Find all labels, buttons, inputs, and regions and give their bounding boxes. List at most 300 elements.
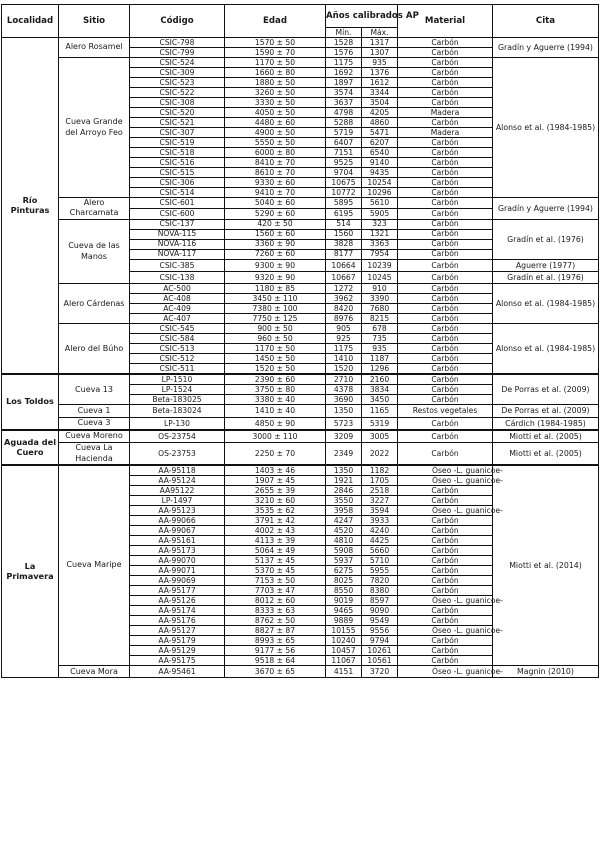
- max-cell: 323: [362, 219, 398, 229]
- site-cell: Cueva 3: [59, 417, 130, 430]
- material-cell: Restos vegetales: [398, 405, 493, 417]
- age-cell: 5290 ± 60: [225, 208, 326, 219]
- code-cell: LP-1510: [130, 374, 225, 385]
- min-cell: 1560: [326, 229, 362, 239]
- table-row: [2, 38, 599, 48]
- code-cell: CSIC-515: [130, 168, 225, 178]
- max-cell: 10561: [362, 656, 398, 666]
- min-cell: 10664: [326, 259, 362, 271]
- table-body: [2, 38, 599, 678]
- citation-cell: Gradín et al. (1976): [493, 272, 599, 284]
- age-cell: 9320 ± 90: [225, 272, 326, 284]
- material-cell: Carbón: [398, 314, 493, 324]
- material-cell: Carbón: [398, 364, 493, 375]
- min-cell: 8420: [326, 304, 362, 314]
- max-cell: 2022: [362, 443, 398, 465]
- max-cell: 4860: [362, 118, 398, 128]
- material-cell: Óseo -L. guanicoe-: [398, 666, 493, 678]
- min-cell: 8550: [326, 586, 362, 596]
- age-cell: 3360 ± 90: [225, 239, 326, 249]
- age-cell: 3380 ± 40: [225, 395, 326, 405]
- max-cell: 7680: [362, 304, 398, 314]
- code-cell: CSIC-522: [130, 88, 225, 98]
- material-cell: Carbón: [398, 148, 493, 158]
- code-cell: AA-95174: [130, 606, 225, 616]
- code-cell: AA-95175: [130, 656, 225, 666]
- max-cell: 3594: [362, 506, 398, 516]
- header-max: Máx.: [362, 28, 398, 38]
- material-cell: Óseo -L. guanicoe-: [398, 476, 493, 486]
- min-cell: 9525: [326, 158, 362, 168]
- header-material: Material: [398, 5, 493, 38]
- age-cell: 2390 ± 60: [225, 374, 326, 385]
- max-cell: 1182: [362, 465, 398, 476]
- min-cell: 5937: [326, 556, 362, 566]
- citation-cell: Alonso et al. (1984-1985): [493, 58, 599, 198]
- min-cell: 6195: [326, 208, 362, 219]
- code-cell: CSIC-519: [130, 138, 225, 148]
- min-cell: 9704: [326, 168, 362, 178]
- min-cell: 2846: [326, 486, 362, 496]
- max-cell: 3344: [362, 88, 398, 98]
- max-cell: 3450: [362, 395, 398, 405]
- citation-cell: De Porras et al. (2009): [493, 374, 599, 405]
- table-row: [2, 430, 599, 443]
- min-cell: 3828: [326, 239, 362, 249]
- age-cell: 900 ± 50: [225, 324, 326, 334]
- min-cell: 5895: [326, 198, 362, 209]
- citation-cell: Alonso et al. (1984-1985): [493, 324, 599, 375]
- max-cell: 678: [362, 324, 398, 334]
- max-cell: 2518: [362, 486, 398, 496]
- min-cell: 6275: [326, 566, 362, 576]
- material-cell: Madera: [398, 128, 493, 138]
- min-cell: 10155: [326, 626, 362, 636]
- code-cell: CSIC-545: [130, 324, 225, 334]
- code-cell: AA-95124: [130, 476, 225, 486]
- code-cell: CSIC-512: [130, 354, 225, 364]
- max-cell: 3363: [362, 239, 398, 249]
- max-cell: 8597: [362, 596, 398, 606]
- min-cell: 3690: [326, 395, 362, 405]
- max-cell: 10239: [362, 259, 398, 271]
- code-cell: AA-99071: [130, 566, 225, 576]
- max-cell: 735: [362, 334, 398, 344]
- age-cell: 1660 ± 80: [225, 68, 326, 78]
- min-cell: 1520: [326, 364, 362, 375]
- min-cell: 4810: [326, 536, 362, 546]
- min-cell: 905: [326, 324, 362, 334]
- min-cell: 1350: [326, 405, 362, 417]
- age-cell: 9410 ± 70: [225, 188, 326, 198]
- age-cell: 8610 ± 70: [225, 168, 326, 178]
- material-cell: Carbón: [398, 586, 493, 596]
- age-cell: 7750 ± 125: [225, 314, 326, 324]
- min-cell: 3637: [326, 98, 362, 108]
- table-row: [2, 443, 599, 465]
- material-cell: Carbón: [398, 272, 493, 284]
- max-cell: 5471: [362, 128, 398, 138]
- locality-cell: Río Pinturas: [2, 38, 59, 375]
- material-cell: Carbón: [398, 48, 493, 58]
- code-cell: CSIC-524: [130, 58, 225, 68]
- code-cell: CSIC-523: [130, 78, 225, 88]
- code-cell: CSIC-600: [130, 208, 225, 219]
- age-cell: 8827 ± 87: [225, 626, 326, 636]
- max-cell: 9435: [362, 168, 398, 178]
- min-cell: 3209: [326, 430, 362, 443]
- material-cell: Carbón: [398, 656, 493, 666]
- material-cell: Carbón: [398, 417, 493, 430]
- min-cell: 8976: [326, 314, 362, 324]
- code-cell: CSIC-516: [130, 158, 225, 168]
- code-cell: AA-95176: [130, 616, 225, 626]
- age-cell: 1450 ± 50: [225, 354, 326, 364]
- max-cell: 4240: [362, 526, 398, 536]
- min-cell: 925: [326, 334, 362, 344]
- site-cell: Cueva La Hacienda: [59, 443, 130, 465]
- code-cell: AA-99070: [130, 556, 225, 566]
- material-cell: Carbón: [398, 188, 493, 198]
- code-cell: AA95122: [130, 486, 225, 496]
- age-cell: 7380 ± 100: [225, 304, 326, 314]
- material-cell: Carbón: [398, 259, 493, 271]
- max-cell: 3390: [362, 294, 398, 304]
- age-cell: 1170 ± 50: [225, 58, 326, 68]
- age-cell: 1590 ± 70: [225, 48, 326, 58]
- code-cell: AC-500: [130, 284, 225, 294]
- header-anos-calibrados: Años calibrados AP: [326, 5, 398, 28]
- material-cell: Carbón: [398, 239, 493, 249]
- max-cell: 5955: [362, 566, 398, 576]
- max-cell: 1296: [362, 364, 398, 375]
- age-cell: 3210 ± 60: [225, 496, 326, 506]
- min-cell: 2349: [326, 443, 362, 465]
- material-cell: Carbón: [398, 324, 493, 334]
- code-cell: Beta-183024: [130, 405, 225, 417]
- min-cell: 6407: [326, 138, 362, 148]
- age-cell: 6000 ± 80: [225, 148, 326, 158]
- max-cell: 6207: [362, 138, 398, 148]
- site-cell: Cueva Maripe: [59, 465, 130, 666]
- min-cell: 5719: [326, 128, 362, 138]
- material-cell: Carbón: [398, 566, 493, 576]
- material-cell: Carbón: [398, 88, 493, 98]
- max-cell: 10261: [362, 646, 398, 656]
- material-cell: Carbón: [398, 556, 493, 566]
- material-cell: Carbón: [398, 646, 493, 656]
- age-cell: 2250 ± 70: [225, 443, 326, 465]
- age-cell: 3791 ± 42: [225, 516, 326, 526]
- citation-cell: Magnin (2010): [493, 666, 599, 678]
- min-cell: 4151: [326, 666, 362, 678]
- code-cell: CSIC-601: [130, 198, 225, 209]
- max-cell: 1705: [362, 476, 398, 486]
- material-cell: Carbón: [398, 334, 493, 344]
- max-cell: 9556: [362, 626, 398, 636]
- material-cell: Carbón: [398, 395, 493, 405]
- locality-cell: Aguada del Cuero: [2, 430, 59, 465]
- min-cell: 9889: [326, 616, 362, 626]
- code-cell: OS-23753: [130, 443, 225, 465]
- code-cell: CSIC-513: [130, 344, 225, 354]
- min-cell: 10675: [326, 178, 362, 188]
- min-cell: 8177: [326, 249, 362, 259]
- radiocarbon-table: [1, 4, 599, 678]
- max-cell: 3834: [362, 385, 398, 395]
- age-cell: 4850 ± 90: [225, 417, 326, 430]
- age-cell: 1560 ± 60: [225, 229, 326, 239]
- max-cell: 7954: [362, 249, 398, 259]
- max-cell: 7820: [362, 576, 398, 586]
- max-cell: 6540: [362, 148, 398, 158]
- code-cell: LP-130: [130, 417, 225, 430]
- age-cell: 3260 ± 50: [225, 88, 326, 98]
- age-cell: 1880 ± 50: [225, 78, 326, 88]
- table-header: [2, 5, 599, 38]
- material-cell: Carbón: [398, 576, 493, 586]
- min-cell: 3574: [326, 88, 362, 98]
- table-row: [2, 417, 599, 430]
- age-cell: 9330 ± 60: [225, 178, 326, 188]
- material-cell: Carbón: [398, 38, 493, 48]
- max-cell: 9794: [362, 636, 398, 646]
- locality-cell: Los Toldos: [2, 374, 59, 430]
- header-codigo: Código: [130, 5, 225, 38]
- code-cell: CSIC-521: [130, 118, 225, 128]
- code-cell: CSIC-137: [130, 219, 225, 229]
- material-cell: Óseo -L. guanicoe-: [398, 626, 493, 636]
- material-cell: Carbón: [398, 98, 493, 108]
- age-cell: 1170 ± 50: [225, 344, 326, 354]
- max-cell: 5319: [362, 417, 398, 430]
- table-row: [2, 324, 599, 334]
- material-cell: Carbón: [398, 526, 493, 536]
- code-cell: LP-1497: [130, 496, 225, 506]
- material-cell: Carbón: [398, 344, 493, 354]
- min-cell: 8025: [326, 576, 362, 586]
- material-cell: Carbón: [398, 219, 493, 229]
- header-edad: Edad: [225, 5, 326, 38]
- material-cell: Carbón: [398, 546, 493, 556]
- age-cell: 4050 ± 50: [225, 108, 326, 118]
- material-cell: Carbón: [398, 229, 493, 239]
- code-cell: CSIC-306: [130, 178, 225, 188]
- material-cell: Carbón: [398, 636, 493, 646]
- code-cell: AC-409: [130, 304, 225, 314]
- max-cell: 3933: [362, 516, 398, 526]
- max-cell: 935: [362, 344, 398, 354]
- code-cell: LP-1524: [130, 385, 225, 395]
- code-cell: CSIC-385: [130, 259, 225, 271]
- citation-cell: Aguerre (1977): [493, 259, 599, 271]
- material-cell: Carbón: [398, 178, 493, 188]
- material-cell: Carbón: [398, 249, 493, 259]
- age-cell: 7703 ± 47: [225, 586, 326, 596]
- min-cell: 3958: [326, 506, 362, 516]
- material-cell: Óseo -L. guanicoe-: [398, 506, 493, 516]
- max-cell: 1307: [362, 48, 398, 58]
- min-cell: 10240: [326, 636, 362, 646]
- code-cell: AC-408: [130, 294, 225, 304]
- age-cell: 8012 ± 60: [225, 596, 326, 606]
- age-cell: 8410 ± 70: [225, 158, 326, 168]
- max-cell: 4205: [362, 108, 398, 118]
- table-row: [2, 465, 599, 476]
- min-cell: 5723: [326, 417, 362, 430]
- min-cell: 1175: [326, 58, 362, 68]
- material-cell: Carbón: [398, 536, 493, 546]
- site-cell: Alero Charcamata: [59, 198, 130, 220]
- max-cell: 10254: [362, 178, 398, 188]
- min-cell: 4378: [326, 385, 362, 395]
- min-cell: 1175: [326, 344, 362, 354]
- max-cell: 1165: [362, 405, 398, 417]
- age-cell: 7153 ± 50: [225, 576, 326, 586]
- min-cell: 5908: [326, 546, 362, 556]
- age-cell: 5550 ± 50: [225, 138, 326, 148]
- age-cell: 1410 ± 40: [225, 405, 326, 417]
- material-cell: Carbón: [398, 118, 493, 128]
- code-cell: AA-95161: [130, 536, 225, 546]
- citation-cell: Gradín et al. (1976): [493, 219, 599, 259]
- min-cell: 3550: [326, 496, 362, 506]
- age-cell: 3670 ± 65: [225, 666, 326, 678]
- code-cell: AC-407: [130, 314, 225, 324]
- max-cell: 1612: [362, 78, 398, 88]
- max-cell: 10296: [362, 188, 398, 198]
- material-cell: Carbón: [398, 516, 493, 526]
- age-cell: 8993 ± 65: [225, 636, 326, 646]
- min-cell: 1576: [326, 48, 362, 58]
- code-cell: AA-95126: [130, 596, 225, 606]
- age-cell: 7260 ± 60: [225, 249, 326, 259]
- max-cell: 9090: [362, 606, 398, 616]
- table-row: [2, 198, 599, 209]
- code-cell: AA-95179: [130, 636, 225, 646]
- min-cell: 1350: [326, 465, 362, 476]
- code-cell: CSIC-138: [130, 272, 225, 284]
- material-cell: Carbón: [398, 158, 493, 168]
- age-cell: 3330 ± 50: [225, 98, 326, 108]
- table-row: [2, 405, 599, 417]
- min-cell: 9019: [326, 596, 362, 606]
- max-cell: 3504: [362, 98, 398, 108]
- max-cell: 3005: [362, 430, 398, 443]
- site-cell: Alero Cárdenas: [59, 284, 130, 324]
- code-cell: CSIC-514: [130, 188, 225, 198]
- site-cell: Cueva 1: [59, 405, 130, 417]
- min-cell: 10772: [326, 188, 362, 198]
- material-cell: Carbón: [398, 374, 493, 385]
- age-cell: 8762 ± 50: [225, 616, 326, 626]
- age-cell: 5370 ± 45: [225, 566, 326, 576]
- age-cell: 1180 ± 85: [225, 284, 326, 294]
- min-cell: 514: [326, 219, 362, 229]
- code-cell: AA-95123: [130, 506, 225, 516]
- min-cell: 1272: [326, 284, 362, 294]
- max-cell: 1317: [362, 38, 398, 48]
- citation-cell: Miotti et al. (2005): [493, 430, 599, 443]
- code-cell: AA-95173: [130, 546, 225, 556]
- age-cell: 4113 ± 39: [225, 536, 326, 546]
- min-cell: 1692: [326, 68, 362, 78]
- min-cell: 1410: [326, 354, 362, 364]
- min-cell: 5288: [326, 118, 362, 128]
- min-cell: 1921: [326, 476, 362, 486]
- code-cell: Beta-183025: [130, 395, 225, 405]
- material-cell: Carbón: [398, 430, 493, 443]
- age-cell: 1520 ± 50: [225, 364, 326, 375]
- site-cell: Cueva Moreno: [59, 430, 130, 443]
- site-cell: Cueva Grande del Arroyo Feo: [59, 58, 130, 198]
- material-cell: Óseo -L. guanicoe-: [398, 465, 493, 476]
- age-cell: 1907 ± 45: [225, 476, 326, 486]
- material-cell: Óseo -L. guanicoe-: [398, 596, 493, 606]
- min-cell: 10457: [326, 646, 362, 656]
- material-cell: Carbón: [398, 198, 493, 209]
- material-cell: Carbón: [398, 385, 493, 395]
- age-cell: 1403 ± 46: [225, 465, 326, 476]
- age-cell: 2655 ± 39: [225, 486, 326, 496]
- max-cell: 3227: [362, 496, 398, 506]
- table-row: [2, 284, 599, 294]
- code-cell: OS-23754: [130, 430, 225, 443]
- age-cell: 9177 ± 56: [225, 646, 326, 656]
- citation-cell: De Porras et al. (2009): [493, 405, 599, 417]
- material-cell: Carbón: [398, 304, 493, 314]
- max-cell: 910: [362, 284, 398, 294]
- code-cell: CSIC-518: [130, 148, 225, 158]
- table-row: [2, 219, 599, 229]
- code-cell: CSIC-584: [130, 334, 225, 344]
- min-cell: 1897: [326, 78, 362, 88]
- code-cell: NOVA-116: [130, 239, 225, 249]
- max-cell: 5905: [362, 208, 398, 219]
- age-cell: 3450 ± 110: [225, 294, 326, 304]
- header-sitio: Sitio: [59, 5, 130, 38]
- min-cell: 3962: [326, 294, 362, 304]
- max-cell: 9140: [362, 158, 398, 168]
- min-cell: 4247: [326, 516, 362, 526]
- age-cell: 5064 ± 49: [225, 546, 326, 556]
- code-cell: CSIC-307: [130, 128, 225, 138]
- max-cell: 8380: [362, 586, 398, 596]
- code-cell: AA-95118: [130, 465, 225, 476]
- material-cell: Carbón: [398, 284, 493, 294]
- code-cell: AA-95177: [130, 586, 225, 596]
- min-cell: 2710: [326, 374, 362, 385]
- table-row: [2, 666, 599, 678]
- material-cell: Carbón: [398, 354, 493, 364]
- max-cell: 1321: [362, 229, 398, 239]
- max-cell: 5610: [362, 198, 398, 209]
- age-cell: 4900 ± 50: [225, 128, 326, 138]
- citation-cell: Miotti et al. (2014): [493, 465, 599, 666]
- material-cell: Carbón: [398, 496, 493, 506]
- material-cell: Carbón: [398, 616, 493, 626]
- material-cell: Carbón: [398, 294, 493, 304]
- age-cell: 3750 ± 80: [225, 385, 326, 395]
- material-cell: Carbón: [398, 208, 493, 219]
- citation-cell: Miotti et al. (2005): [493, 443, 599, 465]
- material-cell: Carbón: [398, 138, 493, 148]
- citation-cell: Alonso et al. (1984-1985): [493, 284, 599, 324]
- code-cell: NOVA-115: [130, 229, 225, 239]
- material-cell: Carbón: [398, 486, 493, 496]
- age-cell: 5137 ± 45: [225, 556, 326, 566]
- max-cell: 2160: [362, 374, 398, 385]
